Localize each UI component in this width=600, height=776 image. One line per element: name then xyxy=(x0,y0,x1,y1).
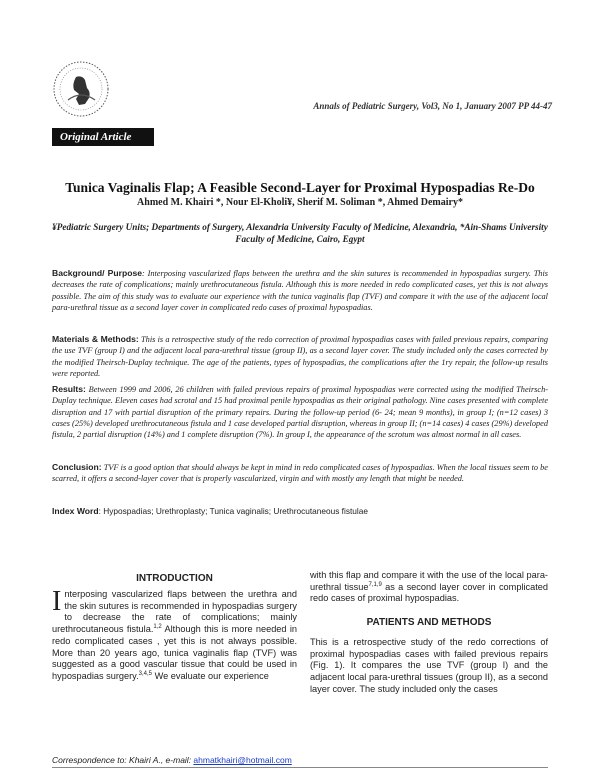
abstract-conclusion xyxy=(52,462,548,485)
introduction-heading: INTRODUCTION xyxy=(136,573,213,584)
journal-seal-icon xyxy=(52,60,110,118)
results-text: Between 1999 and 2006, 26 children with failed previous repairs of proximal hypospadias were corrected using the modified Theirsch-Duplay technique. Eleven cases had scrotal and 15 had proximal penile hypospadias as their original pathology. Nine cases presented with complete disruption and 17 with partial disruption of the primary repairs. During the follow-up period (6- 24; mean 9 months), in group I; (n=12 cases) 3 cases (25%) developed urethrocutaneous fistula and 1 case developed partial disruption, whereas in group II; (n=14 cases) 4 cases (29%) developed fistula, 2 partial disruption (14%) and 1 complete disruption (7%). In group I, the appearance of the scrotum was almost normal in all cases. xyxy=(52,385,548,440)
patients-methods-body: This is a retrospective study of the redo corrections of proximal hypospadias cases with failed previous repairs (Fig. 1). It compares the use TVF (group I) and the adjacent local para-urethral tissues (group II), as a second layer cover. The study included only the cases xyxy=(310,637,548,694)
keywords-label: Index Word xyxy=(52,506,99,516)
drop-cap: I xyxy=(52,586,62,617)
col2-text-2: as a second layer cover in complicated redo cases of proximal hypospadias. xyxy=(310,581,548,604)
footer-divider xyxy=(52,767,548,768)
abstract-background xyxy=(52,268,548,313)
intro-text-3: We evaluate our experience xyxy=(152,670,269,681)
affiliation: ¥Pediatric Surgery Units; Departments of Surgery, Alexandria University Faculty of Medicine, Alexandria, *Ain-Shams University Faculty of Medicine, Cairo, Egypt xyxy=(52,222,548,244)
results-label: Results: xyxy=(52,384,86,394)
intro-text-1: nterposing vascularized flaps between the urethra and the skin sutures is recommended in hypospadias surgery to decrease the rate of complications; mainly urethrocutaneous fistula. xyxy=(52,589,297,635)
correspondence-prefix: Correspondence to: Khairi A., e-mail: xyxy=(52,755,194,765)
col2-text-1: with this flap and compare it with the use of the local para-urethral tissue xyxy=(310,570,548,592)
abstract-results xyxy=(52,384,548,440)
background-text: : Interposing vascularized flaps between the urethra and the skin sutures is recommended in hypospadias surgery. This decreases the rate of complications; mainly urethrocutaneous fistula. Although this is more needed in redo complicated cases, yet this is not always possible. The aim of this study was to evaluate our experience with the tunica vaginalis flap (TVF) and compare it with the use of the adjacent local para-urethral tissue as a second layer cover in complicated redo cases of proximal hypospadias. xyxy=(52,269,548,312)
keywords-text: : Hypospadias; Urethroplasty; Tunica vaginalis; Urethrocutaneous fistulae xyxy=(98,506,368,516)
journal-reference: Annals of Pediatric Surgery, Vol3, No 1, January 2007 PP 44-47 xyxy=(313,101,552,111)
patients-methods-heading: PATIENTS AND METHODS xyxy=(366,617,492,628)
email-link[interactable]: ahmatkhairi@hotmail.com xyxy=(193,755,292,765)
intro-text-2: Although this is more needed in redo complicated cases , yet this is not always possible. More than 20 years ago, tunica vaginalis flap (TVF) was suggested as a good vascular tissue that could be used in hypospadias surgery. xyxy=(52,624,297,681)
methods-text: This is a retrospective study of the redo correction of proximal hypospadias cases with failed previous repairs, comparing the use TVF (group I) and the adjacent local para-urethral tissue (group II), as a second layer cover. The study included only the cases corrected by the modified Theirsch-Duplay technique. The age of the patients, types of hypospadias, the complications after the 1ry repair, the follow-up results were reported. xyxy=(52,335,548,378)
article-title: Tunica Vaginalis Flap; A Feasible Second-Layer for Proximal Hypospadias Re-Do xyxy=(65,180,535,195)
citation-ref: 7,1,9 xyxy=(368,581,382,588)
citation-ref: 1,2 xyxy=(153,624,162,631)
citation-ref: 3,4,5 xyxy=(138,670,153,677)
section-tag: Original Article xyxy=(52,128,154,146)
conclusion-label: Conclusion: xyxy=(52,462,102,472)
index-words xyxy=(52,506,548,517)
methods-label: Materials & Methods: xyxy=(52,334,139,344)
introduction-body xyxy=(52,586,297,683)
introduction-continued xyxy=(310,570,548,605)
background-label: Background/ Purpose xyxy=(52,268,143,278)
conclusion-text: TVF is a good option that should always be kept in mind in redo complicated cases of hypospadias. When the local tissues seem to be scarred, it offers a second-layer cover that is properly vascularized, virgin and with mostly any length that might be needed. xyxy=(52,463,548,484)
correspondence-line xyxy=(52,755,292,765)
abstract-methods xyxy=(52,334,548,379)
author-list: Ahmed M. Khairi *, Nour El-Kholi¥, Sherif M. Soliman *, Ahmed Demairy* xyxy=(137,197,463,208)
